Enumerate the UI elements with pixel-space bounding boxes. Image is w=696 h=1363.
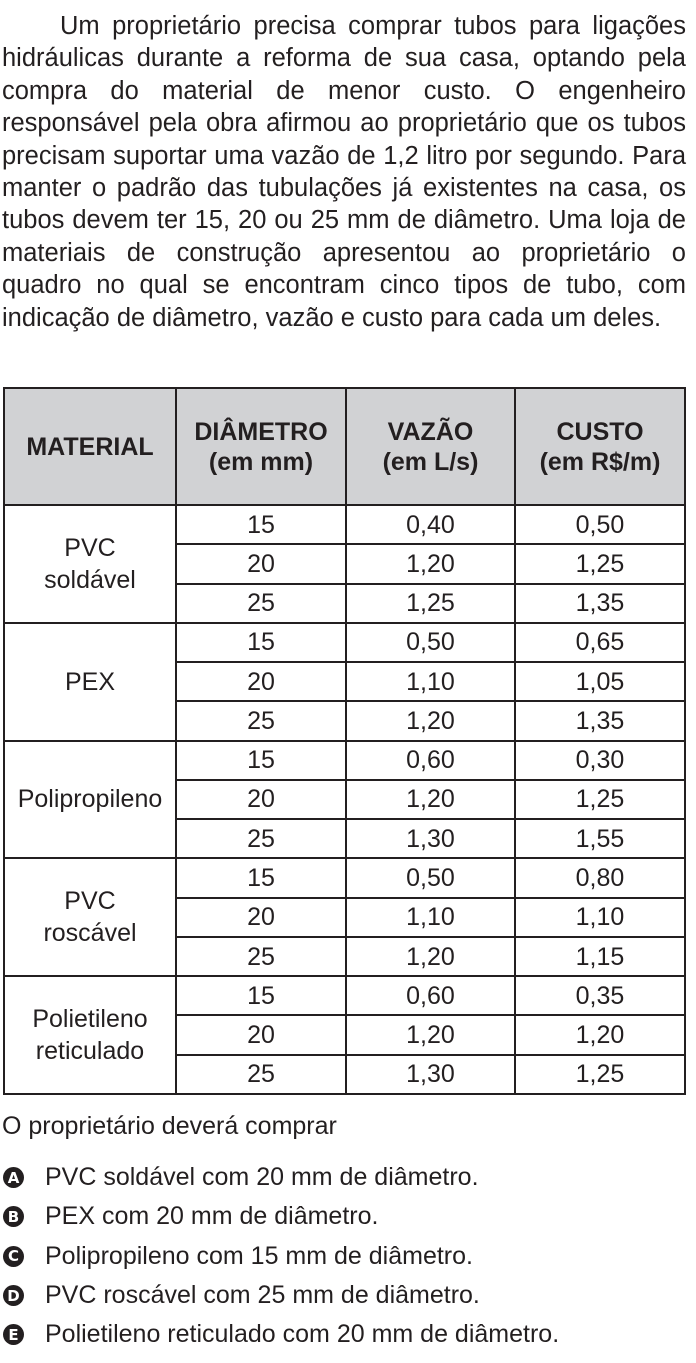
option-b[interactable] [0, 1197, 559, 1236]
diametro-cell: 15 [176, 976, 346, 1015]
custo-cell: 1,05 [515, 662, 685, 701]
diametro-cell: 20 [176, 544, 346, 583]
pipe-table [3, 387, 686, 1095]
diametro-cell: 20 [176, 662, 346, 701]
vazao-cell: 0,50 [346, 623, 515, 662]
diametro-cell: 25 [176, 937, 346, 976]
diametro-cell: 20 [176, 780, 346, 819]
table-row [4, 741, 685, 780]
diametro-cell: 20 [176, 898, 346, 937]
material-cell: Polietileno reticulado [4, 976, 176, 1094]
option-a[interactable] [0, 1158, 559, 1197]
custo-cell: 0,80 [515, 858, 685, 897]
vazao-cell: 1,10 [346, 662, 515, 701]
diametro-cell: 25 [176, 1055, 346, 1094]
table-row [4, 505, 685, 544]
option-text: PEX com 20 mm de diâmetro. [45, 1202, 379, 1231]
custo-cell: 1,25 [515, 1055, 685, 1094]
custo-cell: 0,65 [515, 623, 685, 662]
custo-cell: 1,25 [515, 544, 685, 583]
option-text: PVC roscável com 25 mm de diâmetro. [45, 1281, 480, 1310]
header-diametro: DIÂMETRO (em mm) [176, 388, 346, 505]
header-vazao: VAZÃO (em L/s) [346, 388, 515, 505]
diametro-cell: 15 [176, 741, 346, 780]
option-text: PVC soldável com 20 mm de diâmetro. [45, 1163, 479, 1192]
custo-cell: 1,10 [515, 898, 685, 937]
table-header-row [4, 388, 685, 505]
table-row [4, 858, 685, 897]
diametro-cell: 15 [176, 623, 346, 662]
material-cell: PEX [4, 623, 176, 741]
diametro-cell: 25 [176, 701, 346, 740]
material-cell: PVC soldável [4, 505, 176, 623]
option-c[interactable] [0, 1237, 559, 1276]
option-letter-d-icon: D [3, 1285, 24, 1306]
question-statement: Um proprietário precisa comprar tubos para ligações hidráulicas durante a reforma de sua casa, optando pela compra do material de menor custo. O engenheiro responsável pela obra afirmou ao proprietário que os tubos precisam suportar uma vazão de 1,2 litro por segundo. Para manter o padrão das tubulações já existentes na casa, os tubos devem ter 15, 20 ou 25 mm de diâmetro. Uma loja de materiais de construção apresentou ao proprietário o quadro no qual se encontram cinco tipos de tubo, com indicação de diâmetro, vazão e custo para cada um deles. [2, 12, 686, 332]
vazao-cell: 1,20 [346, 780, 515, 819]
vazao-cell: 1,10 [346, 898, 515, 937]
custo-cell: 0,50 [515, 505, 685, 544]
option-e[interactable] [0, 1315, 559, 1354]
custo-cell: 1,55 [515, 819, 685, 858]
custo-cell: 0,30 [515, 741, 685, 780]
option-letter-a-icon: A [3, 1167, 24, 1188]
custo-cell: 1,15 [515, 937, 685, 976]
vazao-cell: 0,60 [346, 741, 515, 780]
material-cell: PVC roscável [4, 858, 176, 976]
vazao-cell: 1,20 [346, 937, 515, 976]
diametro-cell: 20 [176, 1015, 346, 1054]
custo-cell: 0,35 [515, 976, 685, 1015]
table-row [4, 976, 685, 1015]
vazao-cell: 0,50 [346, 858, 515, 897]
diametro-cell: 15 [176, 858, 346, 897]
material-cell: Polipropileno [4, 741, 176, 859]
table-row [4, 623, 685, 662]
option-letter-e-icon: E [3, 1324, 24, 1345]
answer-options [0, 1158, 559, 1354]
custo-cell: 1,35 [515, 584, 685, 623]
header-material: MATERIAL [4, 388, 176, 505]
custo-cell: 1,35 [515, 701, 685, 740]
vazao-cell: 1,20 [346, 1015, 515, 1054]
option-text: Polipropileno com 15 mm de diâmetro. [45, 1241, 473, 1270]
option-letter-b-icon: B [3, 1206, 24, 1227]
custo-cell: 1,20 [515, 1015, 685, 1054]
option-d[interactable] [0, 1276, 559, 1315]
diametro-cell: 25 [176, 819, 346, 858]
vazao-cell: 0,60 [346, 976, 515, 1015]
vazao-cell: 1,30 [346, 1055, 515, 1094]
vazao-cell: 1,25 [346, 584, 515, 623]
vazao-cell: 1,20 [346, 544, 515, 583]
vazao-cell: 1,20 [346, 701, 515, 740]
diametro-cell: 25 [176, 584, 346, 623]
option-text: Polietileno reticulado com 20 mm de diâmetro. [45, 1320, 560, 1349]
vazao-cell: 0,40 [346, 505, 515, 544]
header-custo: CUSTO (em R$/m) [515, 388, 685, 505]
diametro-cell: 15 [176, 505, 346, 544]
option-letter-c-icon: C [3, 1246, 24, 1267]
question-prompt: O proprietário deverá comprar [2, 1112, 337, 1140]
vazao-cell: 1,30 [346, 819, 515, 858]
custo-cell: 1,25 [515, 780, 685, 819]
